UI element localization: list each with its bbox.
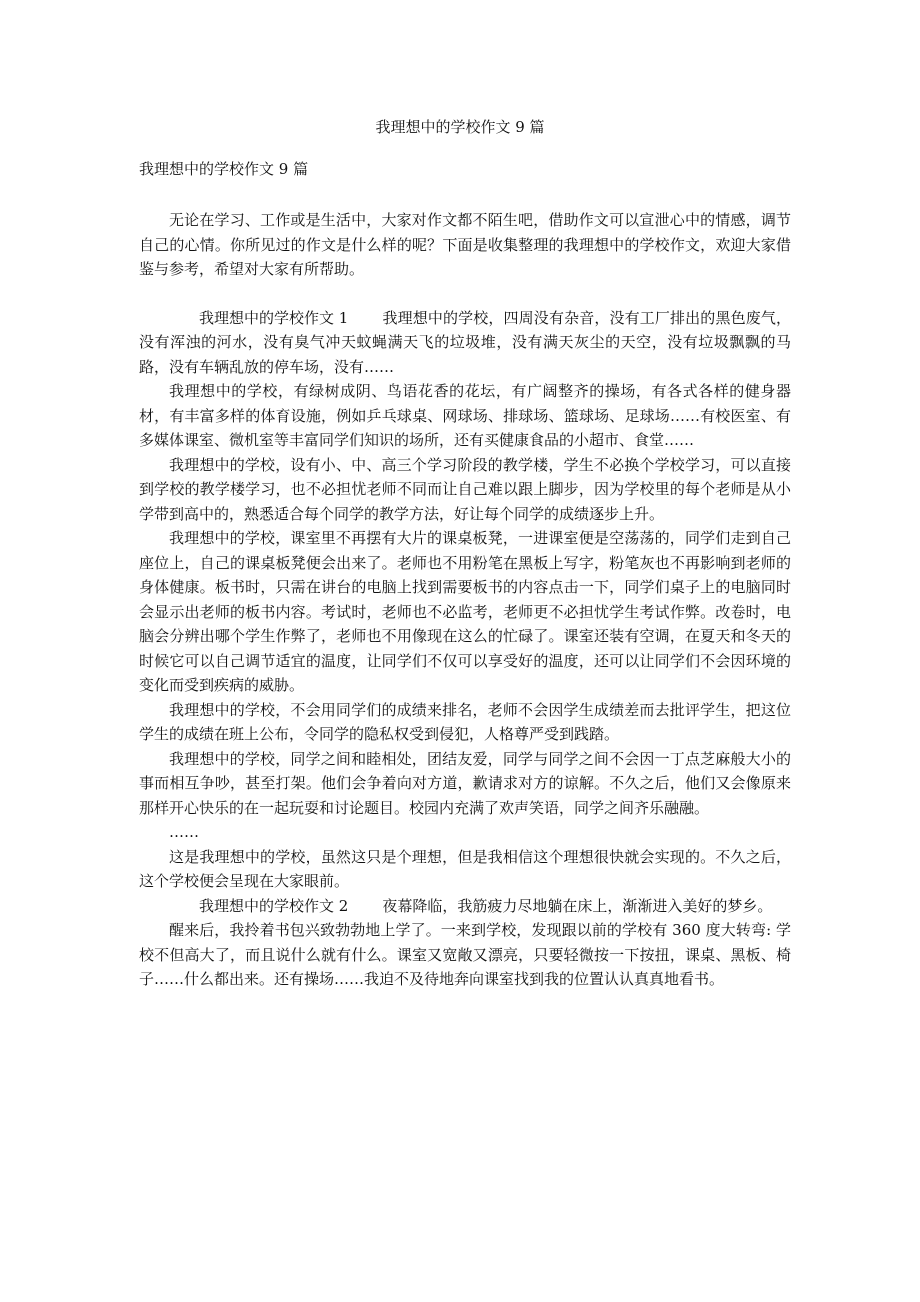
essay1-paragraph-6: 我理想中的学校，同学之间和睦相处，团结友爱，同学与同学之间不会因一丁点芝麻般大小的事而相互争吵，甚至打架。他们会争着向对方道，歉请求对方的谅解。不久之后，他们又会像原来那样开心快乐的在一起玩耍和讨论题目。校园内充满了欢声笑语，同学之间齐乐融融。: [139, 749, 791, 817]
essay2-first-paragraph: [139, 894, 791, 919]
document-body: [139, 208, 791, 992]
essay2-paragraph-1: 夜幕降临，我筋疲力尽地躺在床上，渐渐进入美好的梦乡。: [382, 896, 773, 915]
intro-paragraph: 无论在学习、工作或是生活中，大家对作文都不陌生吧，借助作文可以宣泄心中的情感，调节自己的心情。你所见过的作文是什么样的呢？下面是收集整理的我理想中的学校作文，欢迎大家借鉴与参考，希望对大家有所帮助。: [139, 211, 791, 278]
essay2-heading: 我理想中的学校作文 2: [199, 896, 349, 915]
essay1-paragraph-2: 我理想中的学校，有绿树成阴、鸟语花香的花坛，有广阔整齐的操场，有各式各样的健身器材，有丰富多样的体育设施，例如乒乓球桌、网球场、排球场、篮球场、足球场……有校医室、有多媒体课室、微机室等丰富同学们知识的场所，还有买健康食品的小超市、食堂……: [139, 382, 791, 449]
essay1-heading: 我理想中的学校作文 1: [199, 308, 349, 327]
essay1-paragraph-4: 我理想中的学校，课室里不再摆有大片的课桌板凳，一进课室便是空荡荡的，同学们走到自己座位上，自己的课桌板凳便会出来了。老师也不用粉笔在黑板上写字，粉笔灰也不再影响到老师的身体健康。板书时，只需在讲台的电脑上找到需要板书的内容点击一下，同学们桌子上的电脑同时会显示出老师的板书内容。考试时，老师也不必监考，老师更不必担忧学生考试作弊。改卷时，电脑会分辨出哪个学生作弊了，老师也不用像现在这么的忙碌了。课室还装有空调，在夏天和冬天的时候它可以自己调节适宜的温度，让同学们不仅可以享受好的温度，还可以让同学们不会因环境的变化而受到疾病的威胁。: [139, 529, 791, 694]
document-subtitle: 我理想中的学校作文 9 篇: [139, 160, 309, 178]
essay1-paragraph-8: 这是我理想中的学校，虽然这只是个理想，但是我相信这个理想很快就会实现的。不久之后，这个学校便会呈现在大家眼前。: [139, 847, 791, 890]
essay1-paragraph-5: 我理想中的学校，不会用同学们的成绩来排名，老师不会因学生成绩差而去批评学生，把这位学生的成绩在班上公布，令同学的隐私权受到侵犯，人格尊严受到践踏。: [139, 700, 791, 743]
essay1-paragraph-1: 我理想中的学校，四周没有杂音，没有工厂排出的黑色废气，没有浑浊的河水，没有臭气冲天蚊蝇满天飞的垃圾堆，没有满天灰尘的天空，没有垃圾飘飘的马路，没有车辆乱放的停车场，没有……: [139, 308, 791, 376]
essay2-paragraph-2: 醒来后，我拎着书包兴致勃勃地上学了。一来到学校，发现跟以前的学校有 360 度大转弯: 学校不但高大了，而且说什么就有什么。课室又宽敞又漂亮，只要轻微按一下按扭，课桌、黑板、椅子……什么都出来。还有操场……我迫不及待地奔向课室找到我的位置认认真真地看书。: [139, 921, 791, 988]
essay1-first-paragraph: [139, 306, 791, 380]
spacer: [139, 282, 791, 306]
essay1-ellipsis: ……: [169, 823, 199, 841]
document-title: 我理想中的学校作文 9 篇: [375, 118, 545, 136]
essay1-paragraph-3: 我理想中的学校，设有小、中、高三个学习阶段的教学楼，学生不必换个学校学习，可以直接到学校的教学楼学习，也不必担忧老师不同而让自己难以跟上脚步，因为学校里的每个老师是从小学带到高中的，熟悉适合每个同学的教学方法，好让每个同学的成绩逐步上升。: [139, 455, 791, 523]
